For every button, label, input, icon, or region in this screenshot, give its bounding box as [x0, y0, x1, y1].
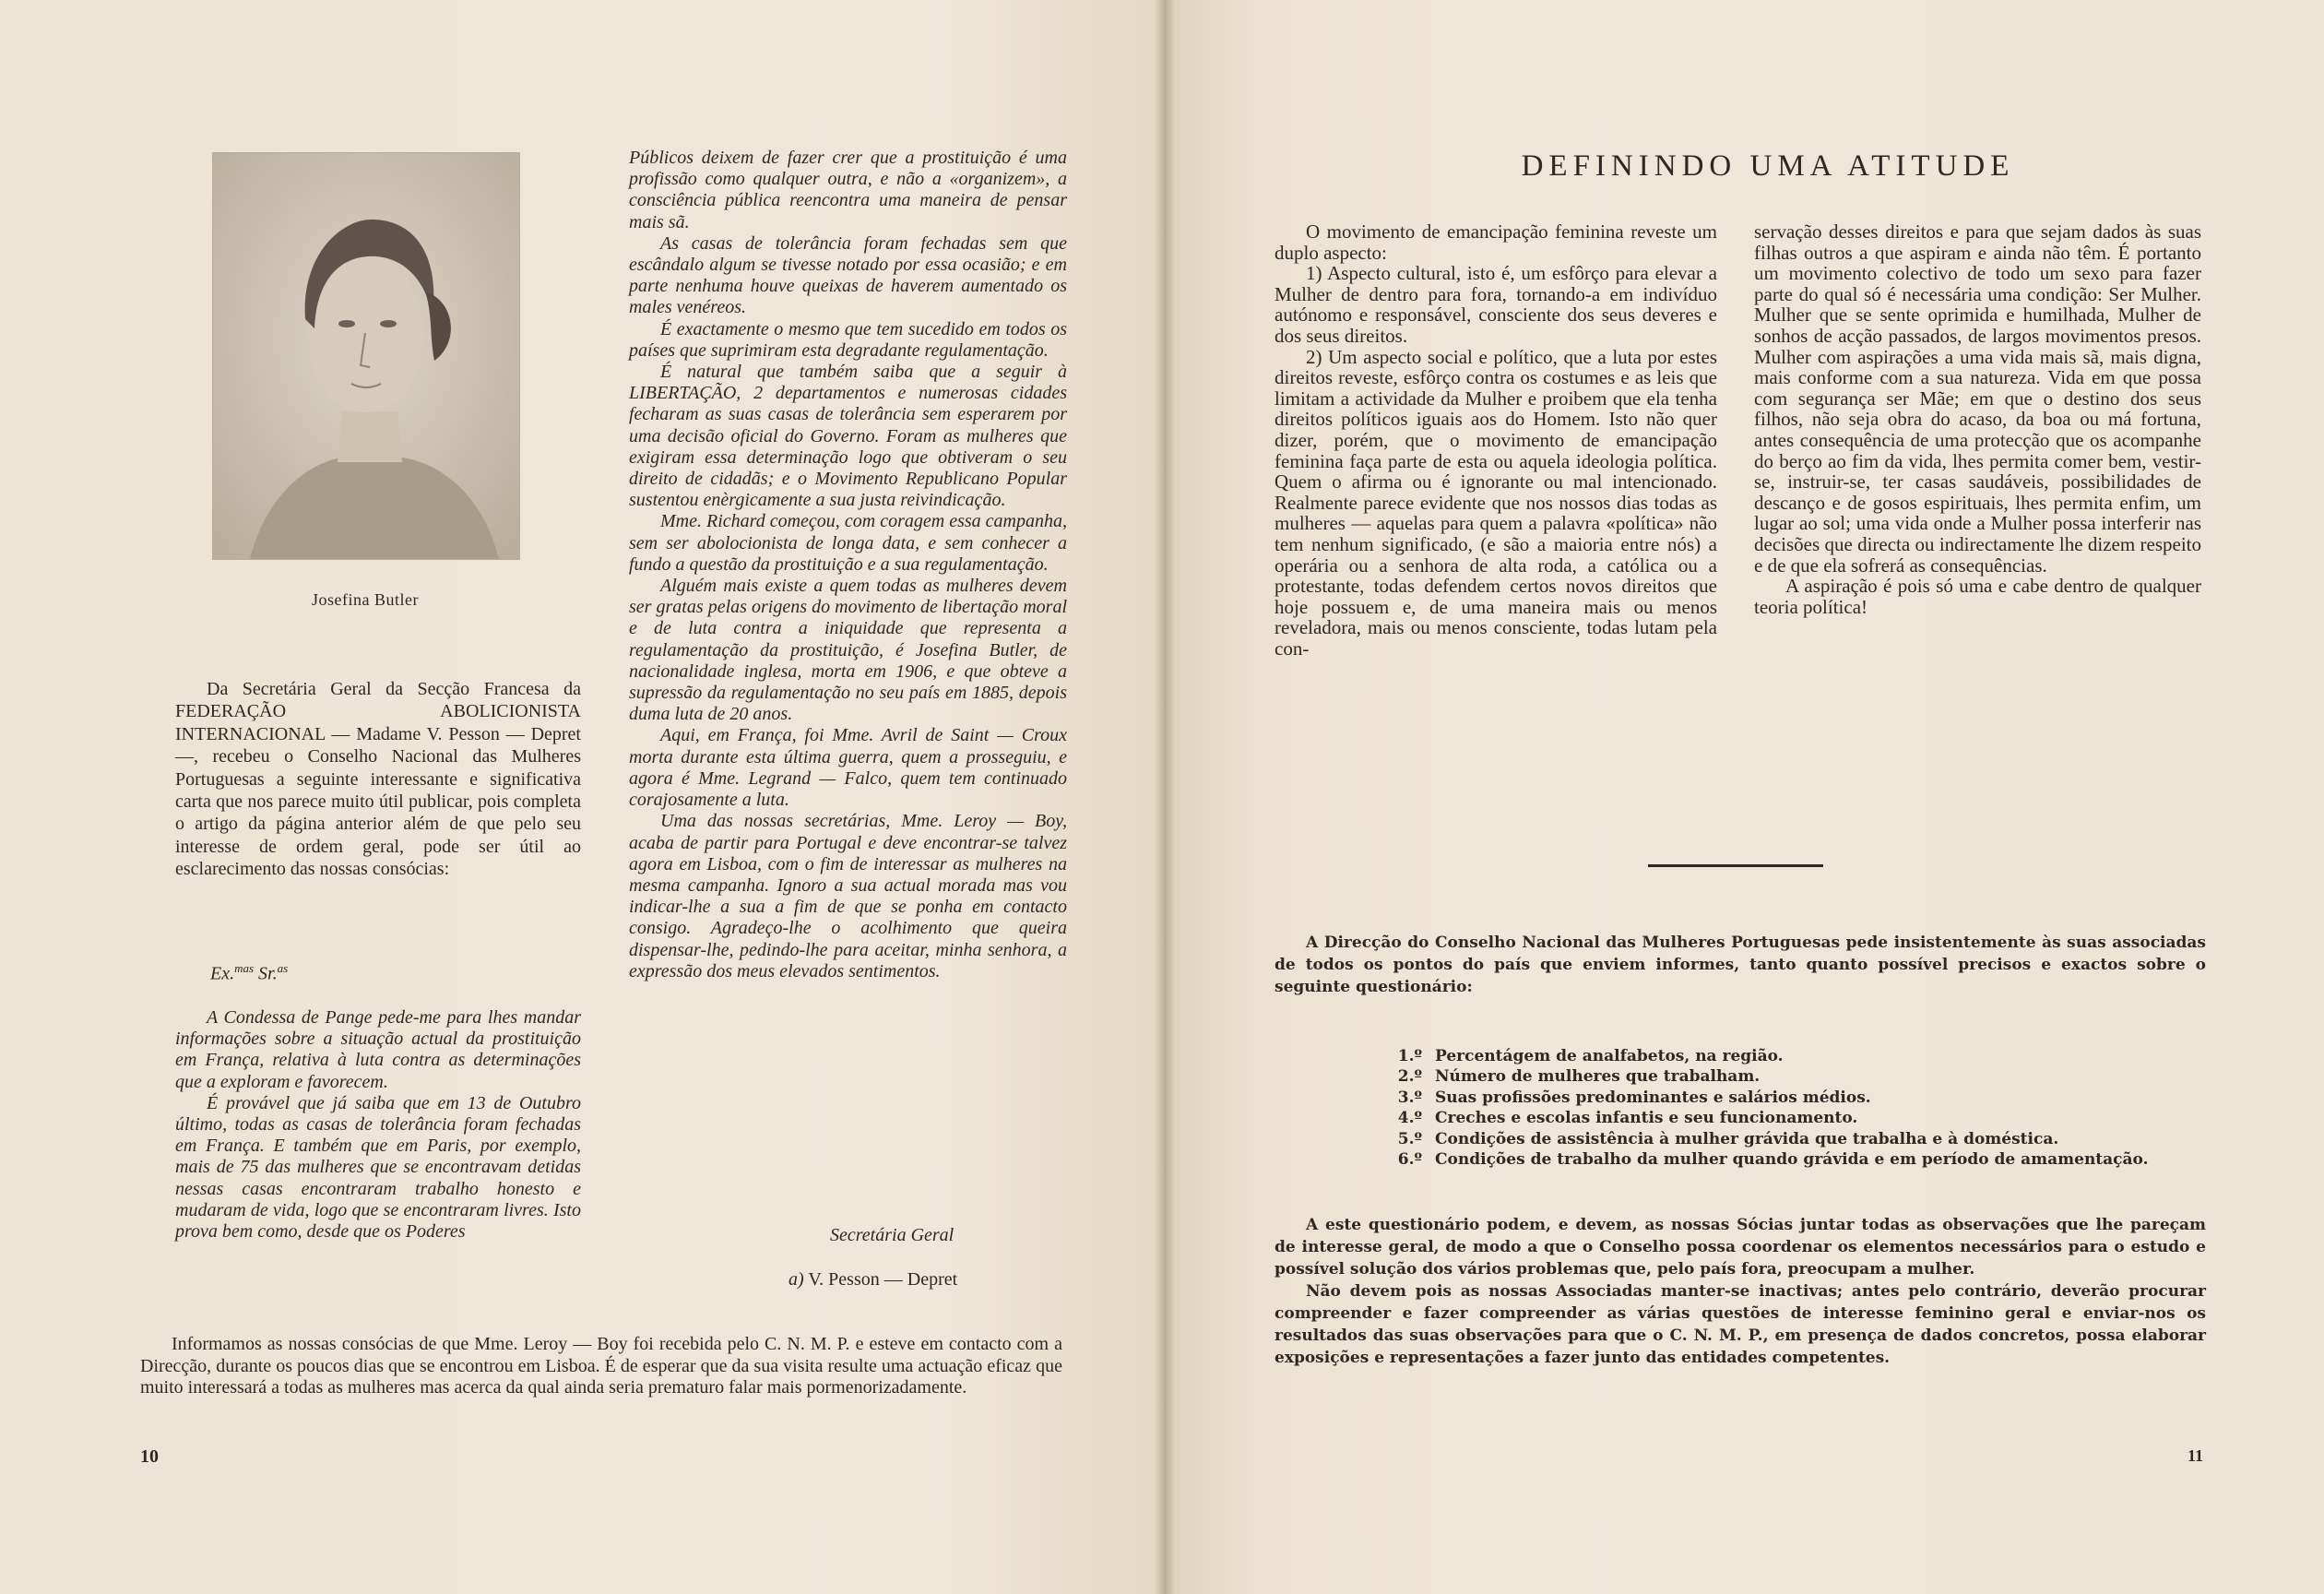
question-number: 3.º [1397, 1088, 1422, 1107]
letter-paragraph: Aqui, em França, foi Mme. Avril de Saint — Croux morta durante esta última guerra, quem a prosseguiu, e agora é Mme. Legrand — Falco, quem tem continuado corajosamente a luta. [629, 725, 1067, 811]
article-paragraph: A aspiração é pois só uma e cabe dentro de qualquer teoria política! [1754, 575, 2201, 618]
list-item [1376, 1088, 2206, 1108]
question-text: Número de mulheres que trabalham. [1435, 1067, 1761, 1087]
article-paragraph: 1) Aspecto cultural, isto é, um esfôrço para elevar a Mulher de dentro para fora, tornando-a em indivíduo autónomo e responsável, consciente dos seus deveres e dos seus direitos. [1275, 262, 1717, 347]
closing-paragraph [140, 1334, 1062, 1399]
list-item [1376, 1046, 2206, 1066]
question-text: Condições de trabalho da mulher quando grávida e em período de amamentação. [1435, 1150, 2149, 1170]
questionnaire-list [1376, 1046, 2206, 1170]
list-item [1376, 1066, 2206, 1087]
letter-paragraph: Mme. Richard começou, com coragem essa campanha, sem ser abolocionista de longa data, e sem conhecer a fundo a questão da prostituição e a sua regulamentação. [629, 511, 1067, 575]
salutation-sup-2: as [277, 961, 289, 975]
letter-paragraph: Alguém mais existe a quem todas as mulheres devem ser gratas pelas origens do movimento de libertação moral e de luta contra a iniquidade que representa a regulamentação da prostituição, é Josefina Butler, de nacionalidade inglesa, morta em 1906, e que obteve a supressão da regulamentação no seu país em 1885, depois duma luta de 20 anos. [629, 576, 1067, 725]
page-number-right: 11 [2188, 1446, 2204, 1465]
article-paragraph: 2) Um aspecto social e político, que a luta por estes direitos reveste, esfôrço contra os costumes e as leis que limitam a actividade da Mulher e proibem que ela tenha direitos políticos iguais aos do Homem. Isto não quer dizer, porém, que o movimento de emancipação feminina faça parte de esta ou aquela ideologia política. Quem o afirma ou é ignorante ou mal intencionado. Realmente parece evidente que nos nossos dias todas as mulheres — aquelas para quem a palavra «política» não tem nenhum significado, (e são a maioria entre nós) a operária ou a senhora de alta roda, a católica ou a protestante, todas defendem certos novos direitos que hoje possuem e, de uma maneira mais ou menos reveladora, mais ou menos consciente, todas lutam pela con- [1275, 345, 1717, 660]
portrait-caption: Josefina Butler [312, 590, 419, 609]
book-gutter [1155, 0, 1175, 1594]
question-text: Creches e escolas infantis e seu funcionamento. [1435, 1109, 1858, 1128]
letter-paragraph: Públicos deixem de fazer crer que a prostituição é uma profissão como qualquer outra, e não a «organizem», a consciência pública reencontra uma maneira de pensar mais sã. [629, 148, 1067, 232]
signature-title: Secretária Geral [830, 1225, 954, 1245]
salutation-main: Ex. [210, 963, 235, 984]
signature-name [788, 1269, 957, 1291]
notice-paragraph [1275, 932, 2206, 998]
letter-paragraph: A Condessa de Pange pede-me para lhes mandar informações sobre a situação actual da prostituição em França, relativa à luta contra as determinações que a exploram e favorecem. [175, 1007, 581, 1092]
addendum-text: Não devem pois as nossas Associadas manter-se inactivas; antes pelo contrário, deverão procurar compreender e fazer compreender as várias questões de interesse feminino geral e enviar-nos os resultados das suas observações para que o C. N. M. P., em presença de dados concretos, possa elaborar exposições e representações a fazer junto das entidades competentes. [1275, 1282, 2206, 1367]
list-item [1376, 1129, 2206, 1149]
question-text: Suas profissões predominantes e salários médios. [1435, 1088, 1871, 1107]
letter-paragraph: É provável que já saiba que em 13 de Outubro último, todas as casas de tolerância foram fechadas em França. E também que em Paris, por exemplo, mais de 75 das mulheres que se encontravam detidas nessas casas encontraram trabalho honesto e mudaram de vida, logo que se encontraram livres. Isto prova bem como, desde que os Poderes [175, 1092, 581, 1243]
letter-paragraph: É exactamente o mesmo que tem sucedido em todos os países que suprimiram esta degradante regulamentação. [629, 318, 1067, 361]
letter-paragraph: É natural que também saiba que a seguir à LIBERTAÇÃO, 2 departamentos e numerosas cidades fecharam as suas casas de tolerância sem esperarem por uma decisão oficial do Governo. Foram as mulheres que exigiram essa determinação logo que obtiveram o seu direito de cidadãs; e o Movimento Republicano Popular sustentou enèrgicamente a sua justa reivindicação. [629, 362, 1067, 511]
question-number: 5.º [1397, 1129, 1422, 1148]
portrait-illustration [213, 153, 519, 559]
question-number: 2.º [1397, 1067, 1422, 1087]
letter-paragraph: Uma das nossas secretárias, Mme. Leroy — Boy, acaba de partir para Portugal e deve encontrar-se talvez agora em Lisboa, com o fim de interessar as mulheres na mesma campanha. Ignoro a sua actual morada mas vou indicar-lhe a sua a fim de que se ponha em contacto consigo. Agradeço-lhe o acolhimento que queira dispensar-lhe, pedindo-lhe para aceitar, minha senhora, a expressão dos meus elevados sentimentos. [629, 811, 1067, 981]
list-item [1376, 1108, 2206, 1128]
question-text: Percentágem de analfabetos, na região. [1435, 1047, 1784, 1065]
question-number: 4.º [1397, 1109, 1422, 1128]
article-column-2 [1754, 221, 2201, 617]
addendum-paragraphs [1275, 1214, 2206, 1369]
notice-text: A Direcção do Conselho Nacional das Mulheres Portuguesas pede insistentemente às suas associadas de todos os pontos do país que enviem informes, tanto quanto possível precisos e exactos sobre o seguinte questionário: [1275, 934, 2206, 996]
addendum-text: A este questionário podem, e devem, as nossas Sócias juntar todas as observações que lhe pareçam de interesse geral, de modo a que o Conselho possa coordenar os elementos necessários para o estudo e possível solução dos vários problemas que, pelo país fora, preocupam a mulher. [1275, 1216, 2206, 1279]
question-number: 1.º [1397, 1047, 1422, 1065]
signature-prefix: a) [788, 1269, 804, 1290]
article-title: DEFININDO UMA ATITUDE [1521, 149, 2015, 183]
article-paragraph: servação desses direitos e para que sejam dados às suas filhas outros a que aspiram e ainda não têm. É portanto um movimento colectivo de todo um sexo para fazer parte do qual só é necessária uma condição: Ser Mulher. Mulher que se sente oprimida e humilhada, Mulher de sonhos de acção passados, de largos movimentos presos. Mulher com aspirações a uma vida mais sã, mais digna, mais conforme com a sua natureza. Vida em que possa com segurança ser Mãe; em que o destino dos seus filhos, não seja obra do acaso, da boa ou má fortuna, antes consequência de uma protecção que os acompanhe do berço ao fim da vida, lhes permita comer bem, vestir-se, instruir-se, ter casas saudáveis, possibilidades de descanço e de gosos espirituais, lhes permita enfim, um lugar ao sol; uma vida onde a Mulher possa interferir nas decisões que directa ou indirectamente lhe dizem respeito e de que ela sofrerá as consequências. [1754, 220, 2201, 577]
closing-text: Informamos as nossas consócias de que Mme. Leroy — Boy foi recebida pelo C. N. M. P. e esteve em contacto com a Direcção, durante os poucos dias que se encontrou em Lisboa. É de esperar que da sua visita resulte uma actuação eficaz que muito interessará a todas as mulheres mas acerca da qual ainda seria prematuro falar mais pormenorizadamente. [140, 1334, 1062, 1398]
article-paragraph: O movimento de emancipação feminina reveste um duplo aspecto: [1275, 220, 1717, 264]
intro-paragraph [175, 678, 581, 881]
letter-paragraph: As casas de tolerância foram fechadas sem que escândalo algum se tivesse notado por essa ocasião; e em parte nenhuma houve queixas de haverem aumentado os males venéreos. [629, 232, 1067, 318]
section-divider [1648, 864, 1823, 867]
intro-text: Da Secretária Geral da Secção Francesa da FEDERAÇÃO ABOLICIONISTA INTERNACIONAL — Madame V. Pesson — Depret —, recebeu o Conselho Nacional das Mulheres Portuguesas a seguinte interessante e significativa carta que nos parece muito útil publicar, pois completa o artigo da página anterior além de que pelo seu interesse de ordem geral, pode ser útil ao esclarecimento das nossas consócias: [175, 679, 581, 880]
letter-salutation [210, 961, 288, 985]
salutation-mid: Sr. [254, 963, 278, 984]
signature-name-text: V. Pesson — Depret [808, 1269, 958, 1290]
article-column-1 [1275, 221, 1717, 659]
question-number: 6.º [1397, 1150, 1422, 1170]
letter-column-right [629, 148, 1067, 982]
page-number-left: 10 [140, 1446, 159, 1467]
salutation-sup-1: mas [234, 961, 255, 975]
right-page [1164, 0, 2324, 1594]
portrait-image [212, 152, 520, 560]
list-item [1376, 1149, 2206, 1170]
question-text: Condições de assistência à mulher grávida que trabalha e à doméstica. [1435, 1129, 2059, 1148]
letter-column-left [175, 1007, 581, 1243]
